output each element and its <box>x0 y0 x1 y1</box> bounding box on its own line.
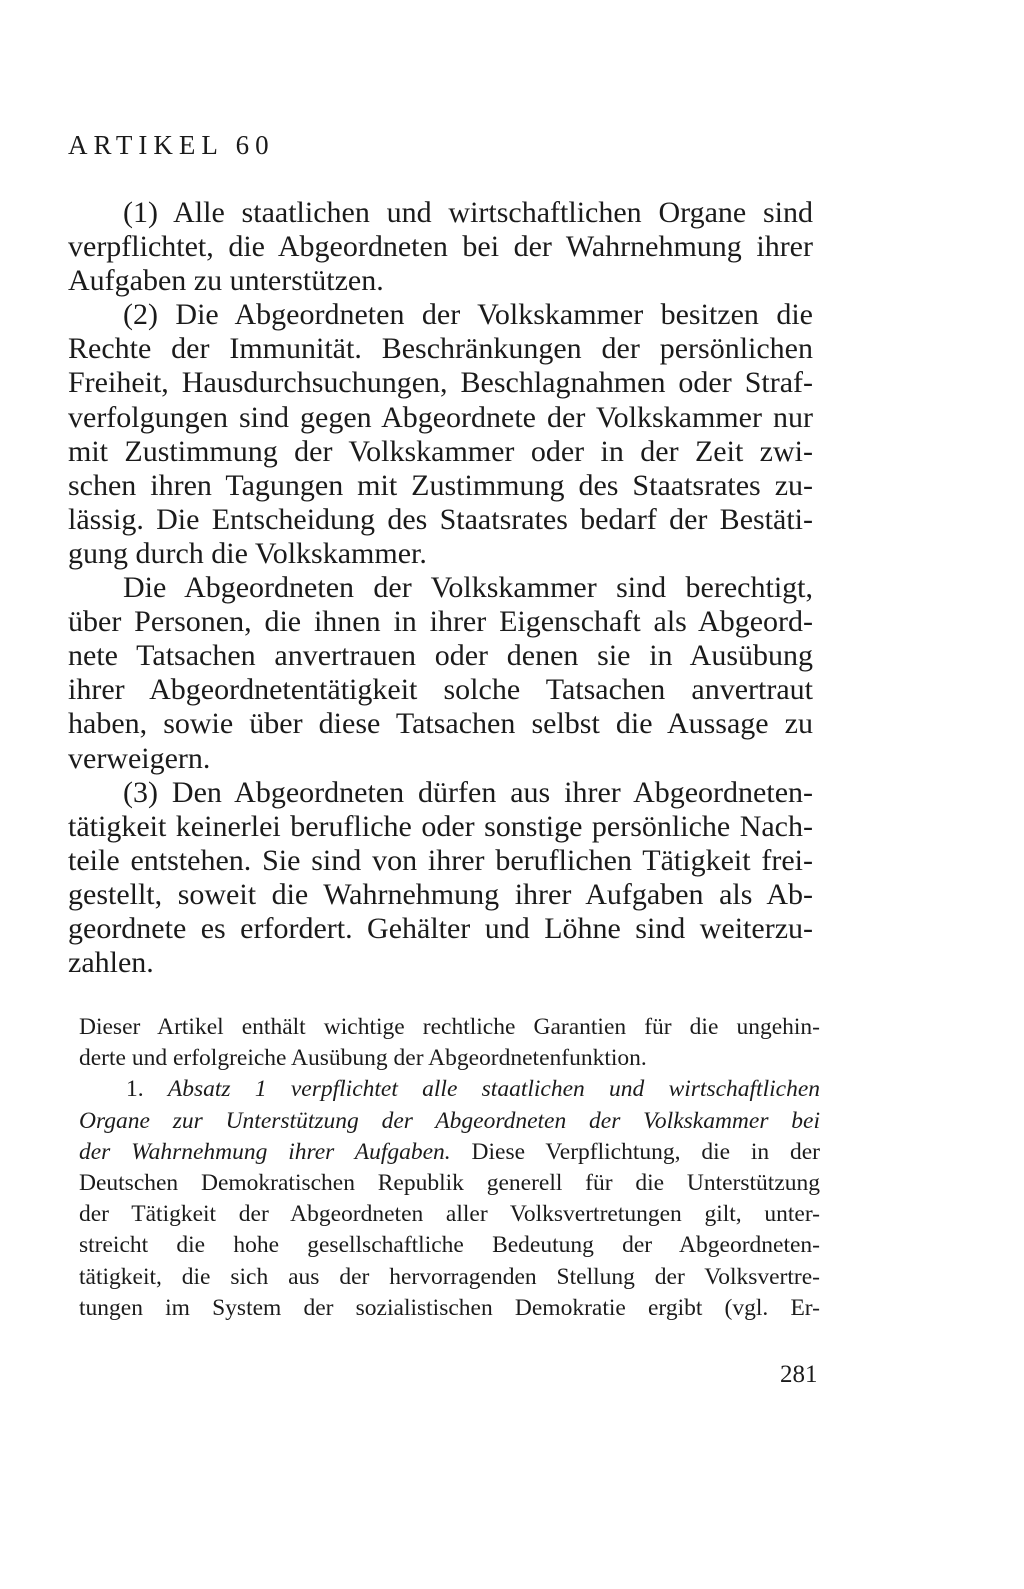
law-text-line: (3) Den Abgeordneten dürfen aus ihrer Abgeordneten- <box>123 775 813 809</box>
commentary-emphasis: der Wahrnehmung ihrer Aufgaben. <box>79 1138 451 1165</box>
law-text-line: verweigern. <box>68 741 211 775</box>
commentary-line: streicht die hohe gesellschaftliche Bedeutung der Abgeordneten- <box>79 1232 820 1259</box>
law-text-line: schen ihren Tagungen mit Zustimmung des Staatsrates zu- <box>68 468 813 502</box>
commentary-line: Organe zur Unterstützung der Abgeordneten der Volkskammer bei <box>79 1107 820 1134</box>
commentary-line: tungen im System der sozialistischen Demokratie ergibt (vgl. Er- <box>79 1294 820 1321</box>
law-text-line: ihrer Abgeordnetentätigkeit solche Tatsachen anvertraut <box>68 673 813 707</box>
law-text-line: Rechte der Immunität. Beschränkungen der persönlichen <box>68 332 813 366</box>
law-text-line: haben, sowie über diese Tatsachen selbst die Aussage zu <box>68 707 813 741</box>
law-text-line: (2) Die Abgeordneten der Volkskammer besitzen die <box>123 298 813 332</box>
commentary-line <box>79 1137 820 1168</box>
law-text-line: gestellt, soweit die Wahrnehmung ihrer Aufgaben als Ab- <box>68 877 813 911</box>
commentary-line: der Tätigkeit der Abgeordneten aller Volksvertretungen gilt, unter- <box>79 1201 820 1228</box>
commentary-text <box>79 1012 820 1324</box>
law-text-line: Aufgaben zu unterstützen. <box>68 264 384 298</box>
commentary-emphasis: 1. Absatz 1 verpflichtet alle staatlichen und wirtschaftlichen <box>126 1076 821 1103</box>
law-text-line: geordnete es erfordert. Gehälter und Löhne sind weiterzu- <box>68 911 813 945</box>
law-text-line: lässig. Die Entscheidung des Staatsrates bedarf der Bestäti- <box>68 502 813 536</box>
commentary-line: tätigkeit, die sich aus der hervorragenden Stellung der Volksvertre- <box>79 1263 820 1290</box>
commentary-line <box>79 1074 820 1105</box>
commentary-line: derte und erfolgreiche Ausübung der Abgeordnetenfunktion. <box>79 1045 647 1072</box>
law-text-line: (1) Alle staatlichen und wirtschaftlichen Organe sind <box>123 196 813 229</box>
law-text-line: über Personen, die ihnen in ihrer Eigenschaft als Abgeord- <box>68 605 813 639</box>
article-heading: ARTIKEL 60 <box>68 130 275 160</box>
law-text-line: tätigkeit keinerlei berufliche oder sonstige persönliche Nach- <box>68 809 813 843</box>
law-text-line: nete Tatsachen anvertrauen oder denen sie in Ausübung <box>68 639 813 673</box>
law-text-line: Die Abgeordneten der Volkskammer sind berechtigt, <box>123 571 813 605</box>
commentary-text-run: Diese Verpflichtung, die in der <box>450 1138 821 1165</box>
law-text-line: mit Zustimmung der Volkskammer oder in der Zeit zwi- <box>68 434 813 468</box>
page-number: 281 <box>780 1361 818 1388</box>
constitution-text <box>68 196 813 980</box>
commentary-line: Deutschen Demokratischen Republik generell für die Unterstützung <box>79 1170 820 1197</box>
law-text-line: verfolgungen sind gegen Abgeordnete der Volkskammer nur <box>68 400 813 434</box>
law-text-line: verpflichtet, die Abgeordneten bei der Wahrnehmung ihrer <box>68 230 813 264</box>
commentary-line: Dieser Artikel enthält wichtige rechtliche Garantien für die ungehin- <box>79 1014 820 1040</box>
law-text-line: Freiheit, Hausdurchsuchungen, Beschlagnahmen oder Straf- <box>68 366 813 400</box>
law-text-line: teile entstehen. Sie sind von ihrer beruflichen Tätigkeit frei- <box>68 843 813 877</box>
law-text-line: zahlen. <box>68 946 154 980</box>
law-text-line: gung durch die Volkskammer. <box>68 536 427 570</box>
